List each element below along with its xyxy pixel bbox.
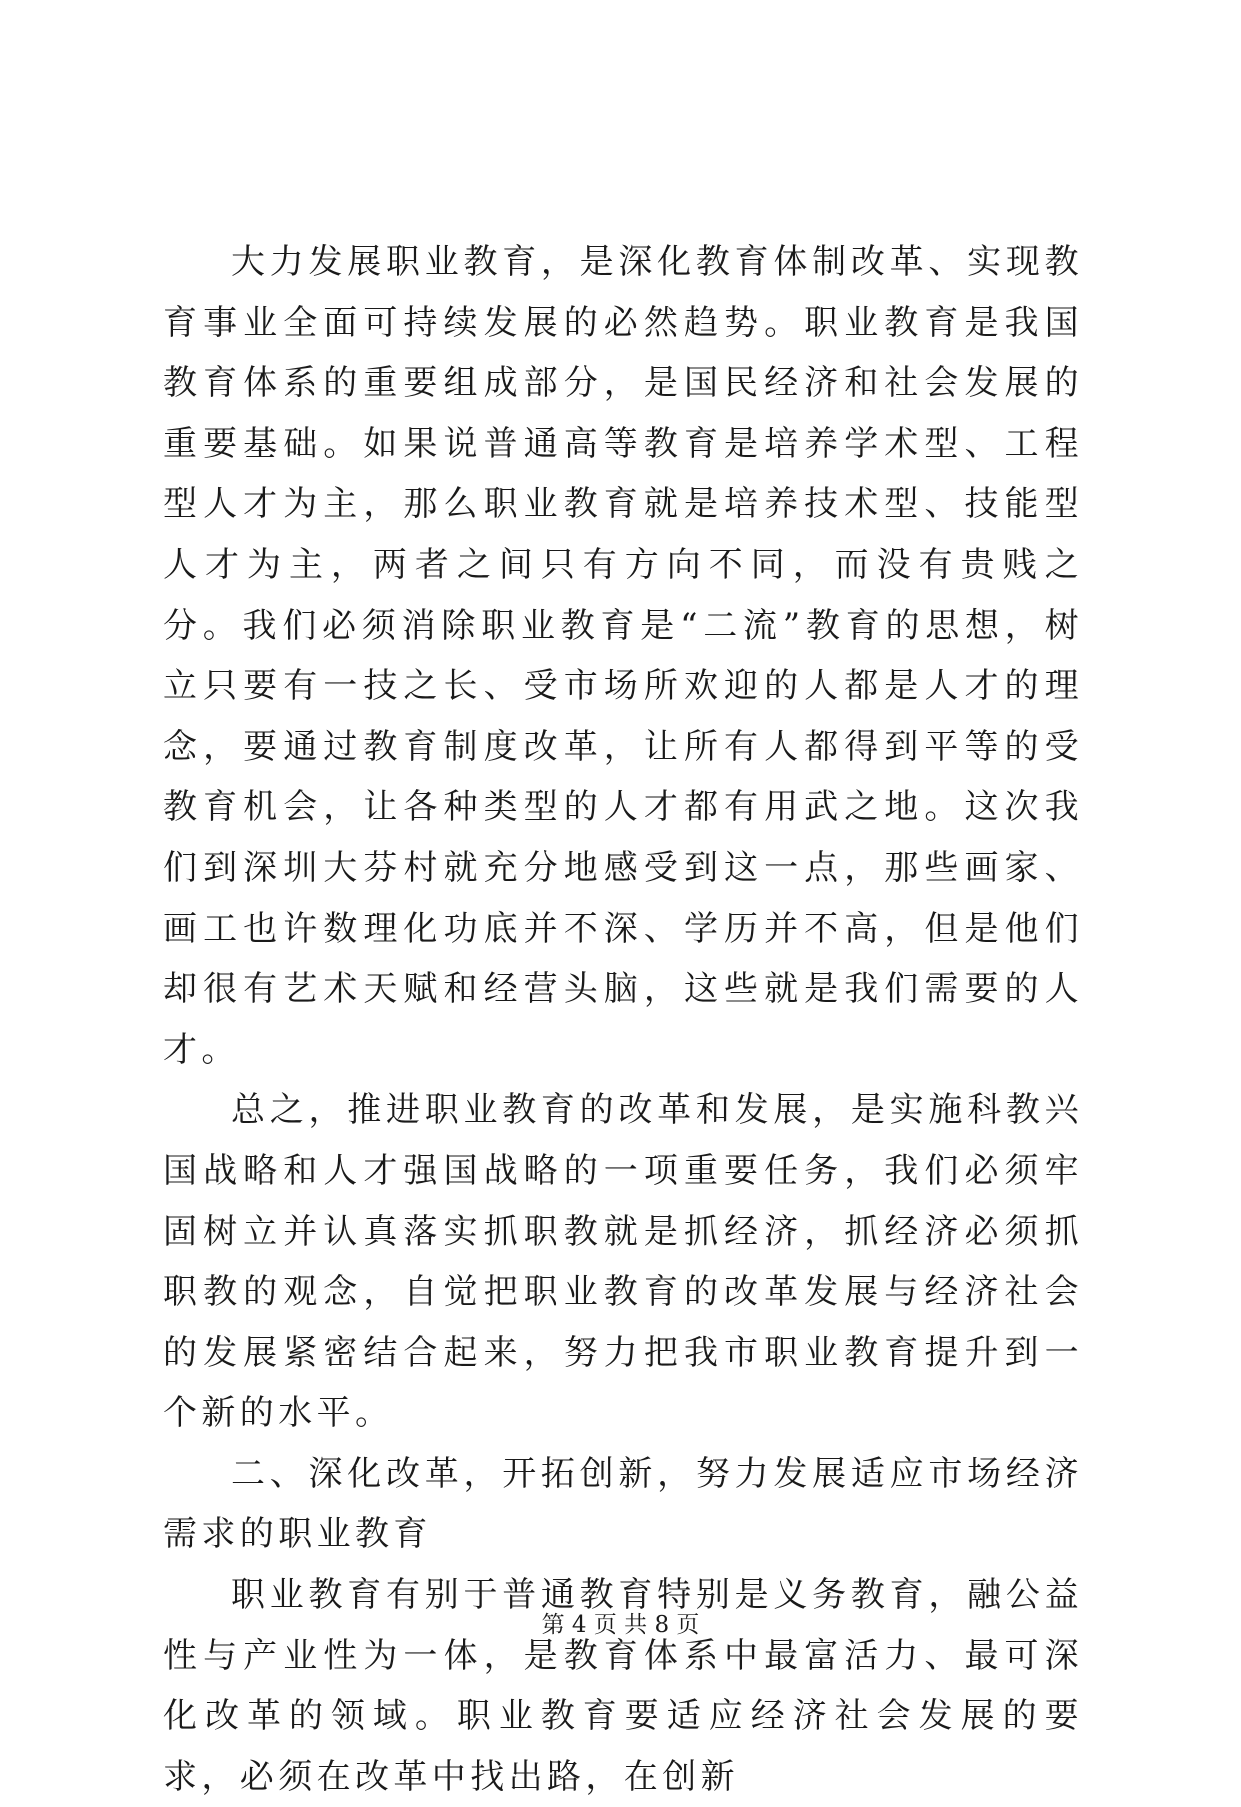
- section-heading-two: 二、深化改革，开拓创新，努力发展适应市场经济需求的职业教育: [163, 1453, 1083, 1555]
- document-body: [163, 232, 1083, 1807]
- paragraph-vocational-education-importance: 大力发展职业教育，是深化教育体制改革、实现教育事业全面可持续发展的必然趋势。职业教育是我国教育体系的重要组成部分，是国民经济和社会发展的重要基础。如果说普通高等教育是培养学术型、工程型人才为主，那么职业教育就是培养技术型、技能型人才为主，两者之间只有方向不同，而没有贵贱之分。我们必须消除职业教育是“二流”教育的思想，树立只要有一技之长、受市场所欢迎的人都是人才的理念，要通过教育制度改革，让所有人都得到平等的受教育机会，让各种类型的人才都有用武之地。这次我们到深圳大芬村就充分地感受到这一点，那些画家、画工也许数理化功底并不深、学历并不高，但是他们却很有艺术天赋和经营头脑，这些就是我们需要的人才。: [163, 242, 1083, 1070]
- page-number-footer: 第 4 页 共 8 页: [541, 1612, 700, 1638]
- paragraph-summary: 总之，推进职业教育的改革和发展，是实施科教兴国战略和人才强国战略的一项重要任务，我们必须牢固树立并认真落实抓职教就是抓经济，抓经济必须抓职教的观念，自觉把职业教育的改革发展与经济社会的发展紧密结合起来，努力把我市职业教育提升到一个新的水平。: [163, 1090, 1083, 1434]
- paragraph-reform-innovation: 职业教育有别于普通教育特别是义务教育，融公益性与产业性为一体，是教育体系中最富活力、最可深化改革的领域。职业教育要适应经济社会发展的要求，必须在改革中找出路，在创新: [163, 1575, 1083, 1797]
